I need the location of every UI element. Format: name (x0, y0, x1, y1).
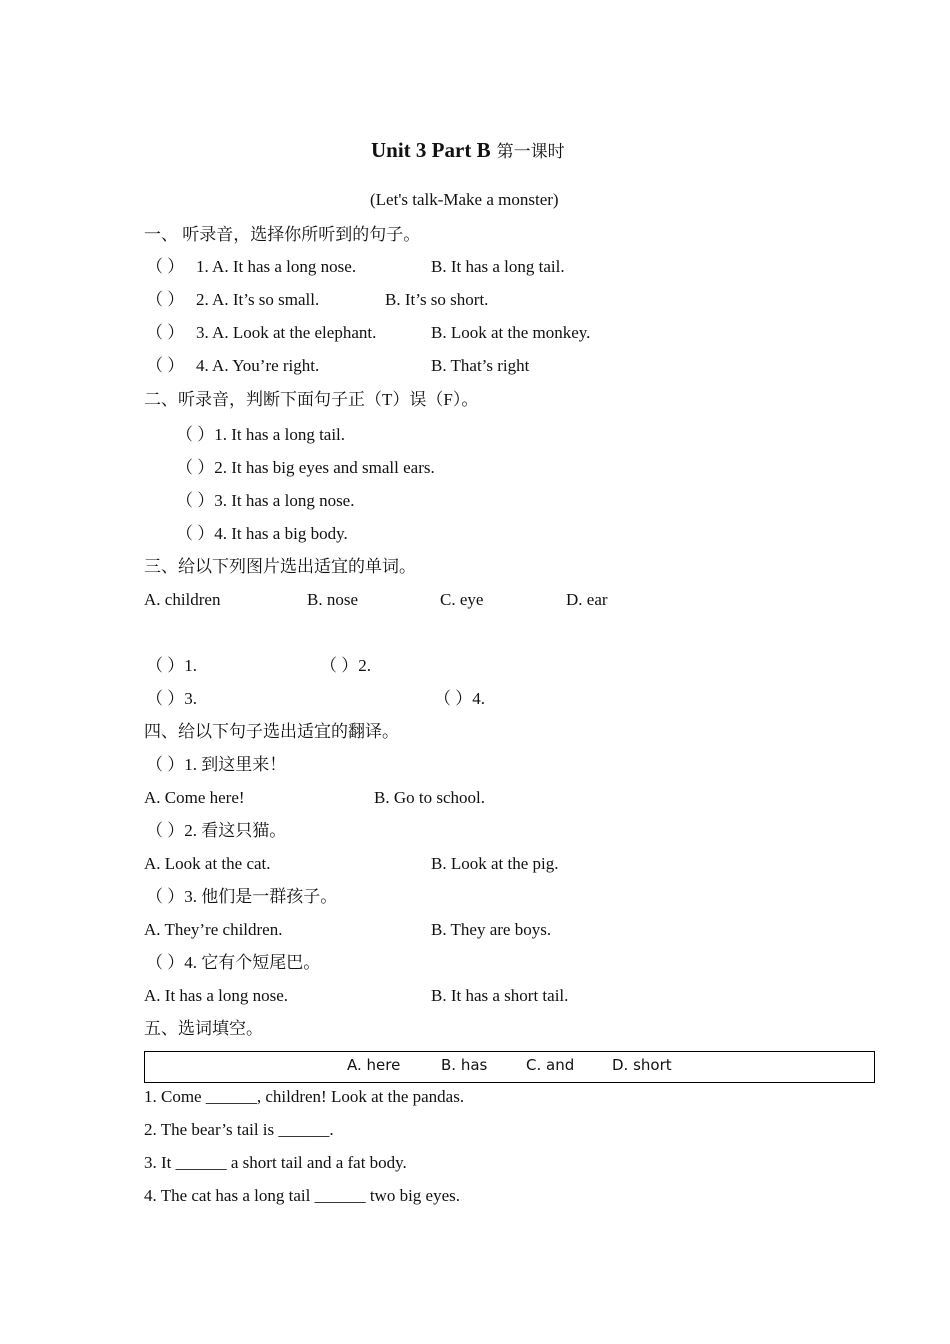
section-5-heading: 五、选词填空。 (144, 1019, 263, 1038)
s4-item-4-option-a: A. It has a long nose. (144, 986, 289, 1005)
s1-item-3-paren: （ ） (146, 323, 185, 342)
s1-item-2-paren: （ ） (146, 290, 185, 309)
s1-item-2-question: 2. A. It’s so small. (196, 290, 320, 309)
title-cn: 第一课时 (496, 142, 565, 161)
s5-item-3: 3. It ______ a short tail and a fat body. (144, 1153, 407, 1172)
s4-item-2-question: （ ）2. 看这只猫。 (146, 821, 287, 840)
section-1-heading: 一、 听录音，选择你所听到的句子。 (144, 225, 421, 244)
s4-item-1-option-b: B. Go to school. (374, 788, 485, 807)
s4-item-4-option-b: B. It has a short tail. (431, 986, 569, 1005)
title-main: Unit 3 Part B (371, 138, 491, 162)
s3-blank-1: （ ）1. (146, 656, 197, 675)
s5-item-4: 4. The cat has a long tail ______ two big eyes. (144, 1186, 461, 1205)
section-2-heading: 二、听录音，判断下面句子正（T）误（F）。 (144, 390, 479, 409)
word-bank-short: D. short (612, 1056, 672, 1074)
s1-item-1-paren: （ ） (146, 257, 185, 276)
word-bank-box (144, 1051, 875, 1083)
s4-item-3-option-a: A. They’re children. (144, 920, 283, 939)
s1-item-3-option-b: B. Look at the monkey. (431, 323, 591, 342)
s1-item-1-question: 1. A. It has a long nose. (196, 257, 357, 276)
s3-option-a: A. children (144, 590, 221, 609)
subtitle: (Let's talk-Make a monster) (370, 190, 559, 209)
word-bank-here: A. here (347, 1056, 401, 1074)
s3-blank-3: （ ）3. (146, 689, 197, 708)
s3-blank-4: （ ）4. (434, 689, 485, 708)
word-bank-has: B. has (441, 1056, 488, 1074)
s5-item-1: 1. Come ______, children! Look at the pandas. (144, 1087, 465, 1106)
s4-item-3-option-b: B. They are boys. (431, 920, 552, 939)
s1-item-4-question: 4. A. You’re right. (196, 356, 320, 375)
s4-item-2-option-a: A. Look at the cat. (144, 854, 271, 873)
s2-item-4: （ ）4. It has a big body. (176, 524, 348, 543)
s1-item-4-paren: （ ） (146, 356, 185, 375)
s2-item-1: （ ）1. It has a long tail. (176, 425, 346, 444)
s2-item-3: （ ）3. It has a long nose. (176, 491, 355, 510)
s1-item-2-option-b: B. It’s so short. (385, 290, 489, 309)
s4-item-3-question: （ ）3. 他们是一群孩子。 (146, 887, 338, 906)
section-3-heading: 三、给以下列图片选出适宜的单词。 (144, 557, 416, 576)
s4-item-1-option-a: A. Come here! (144, 788, 245, 807)
s5-item-2: 2. The bear’s tail is ______. (144, 1120, 334, 1139)
s4-item-1-question: （ ）1. 到这里来！ (146, 755, 287, 774)
s1-item-4-option-b: B. That’s right (431, 356, 530, 375)
s1-item-3-question: 3. A. Look at the elephant. (196, 323, 377, 342)
s3-option-c: C. eye (440, 590, 484, 609)
section-4-heading: 四、给以下句子选出适宜的翻译。 (144, 722, 399, 741)
s3-blank-2: （ ）2. (320, 656, 371, 675)
s4-item-2-option-b: B. Look at the pig. (431, 854, 559, 873)
s2-item-2: （ ）2. It has big eyes and small ears. (176, 458, 435, 477)
s3-option-d: D. ear (566, 590, 608, 609)
page-title (371, 139, 565, 163)
s4-item-4-question: （ ）4. 它有个短尾巴。 (146, 953, 321, 972)
s1-item-1-option-b: B. It has a long tail. (431, 257, 565, 276)
word-bank-and: C. and (526, 1056, 575, 1074)
s3-option-b: B. nose (307, 590, 358, 609)
